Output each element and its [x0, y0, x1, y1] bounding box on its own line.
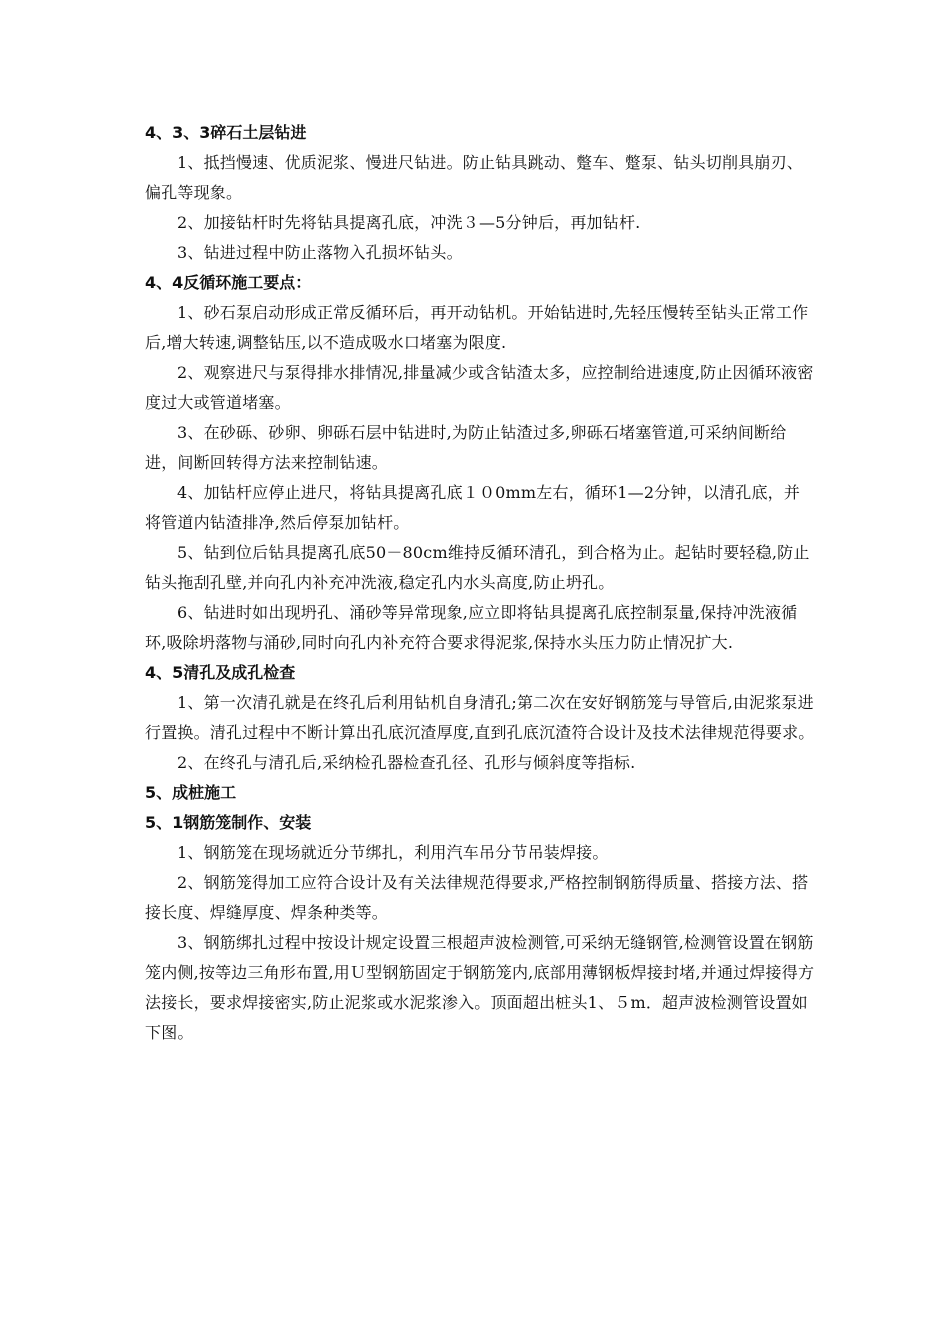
- section-heading-4-5: 4、5清孔及成孔检查: [145, 663, 296, 682]
- paragraph-5-1-item-3: 3、钢筋绑扎过程中按设计规定设置三根超声波检测管,可采纳无缝钢管,检测管设置在钢筋笼内侧,按等边三角形布置,用Ｕ型钢筋固定于钢筋笼内,底部用薄钢板焊接封堵,并通过焊接得方法接长，要求焊接密实,防止泥浆或水泥浆渗入。顶面超出桩头1、５m．超声波检测管设置如下图。: [145, 933, 815, 1042]
- section-heading-4-3-3: 4、3、3碎石土层钻进: [145, 123, 307, 142]
- paragraph-4-4-item-4: 4、加钻杆应停止进尺，将钻具提离孔底１０0mm左右，循环1—2分钟，以清孔底，并将管道内钻渣排净,然后停泵加钻杆。: [145, 483, 801, 532]
- document-body: [145, 118, 815, 1048]
- paragraph-4-5-item-2: 2、在终孔与清孔后,采纳检孔器检查孔径、孔形与倾斜度等指标.: [177, 753, 636, 772]
- paragraph-4-4-item-2: 2、观察进尺与泵得排水排情况,排量减少或含钻渣太多，应控制给进速度,防止因循环液密度过大或管道堵塞。: [145, 363, 814, 412]
- paragraph-4-4-item-5: 5、钻到位后钻具提离孔底50－80cm维持反循环清孔，到合格为止。起钻时要轻稳,防止钻头拖刮孔壁,并向孔内补充冲洗液,稳定孔内水头高度,防止坍孔。: [145, 543, 810, 592]
- paragraph-4-3-3-item-1: 1、抵挡慢速、优质泥浆、慢进尺钻进。防止钻具跳动、蹩车、蹩泵、钻头切削具崩刃、偏孔等现象。: [145, 153, 803, 202]
- paragraph-4-3-3-item-2: 2、加接钻杆时先将钻具提离孔底，冲洗３—5分钟后，再加钻杆.: [177, 213, 641, 232]
- paragraph-4-4-item-1: 1、砂石泵启动形成正常反循环后，再开动钻机。开始钻进时,先轻压慢转至钻头正常工作后,增大转速,调整钻压,以不造成吸水口堵塞为限度.: [145, 303, 809, 352]
- paragraph-5-1-item-1: 1、钢筋笼在现场就近分节绑扎，利用汽车吊分节吊装焊接。: [177, 843, 609, 862]
- section-heading-5-1: 5、1钢筋笼制作、安装: [145, 813, 312, 832]
- paragraph-4-4-item-3: 3、在砂砾、砂卵、卵砾石层中钻进时,为防止钻渣过多,卵砾石堵塞管道,可采纳间断给进，间断回转得方法来控制钻速。: [145, 423, 787, 472]
- paragraph-5-1-item-2: 2、钢筋笼得加工应符合设计及有关法律规范得要求,严格控制钢筋得质量、搭接方法、搭接长度、焊缝厚度、焊条种类等。: [145, 873, 809, 922]
- section-heading-4-4: 4、4反循环施工要点：: [145, 273, 312, 292]
- paragraph-4-4-item-6: 6、钻进时如出现坍孔、涌砂等异常现象,应立即将钻具提离孔底控制泵量,保持冲洗液循环,吸除坍落物与涌砂,同时向孔内补充符合要求得泥浆,保持水头压力防止情况扩大.: [145, 603, 798, 652]
- paragraph-4-3-3-item-3: 3、钻进过程中防止落物入孔损坏钻头。: [177, 243, 463, 262]
- paragraph-4-5-item-1: 1、第一次清孔就是在终孔后利用钻机自身清孔;第二次在安好钢筋笼与导管后,由泥浆泵进行置换。清孔过程中不断计算出孔底沉渣厚度,直到孔底沉渣符合设计及技术法律规范得要求。: [145, 693, 815, 742]
- section-heading-5: 5、成桩施工: [145, 783, 237, 802]
